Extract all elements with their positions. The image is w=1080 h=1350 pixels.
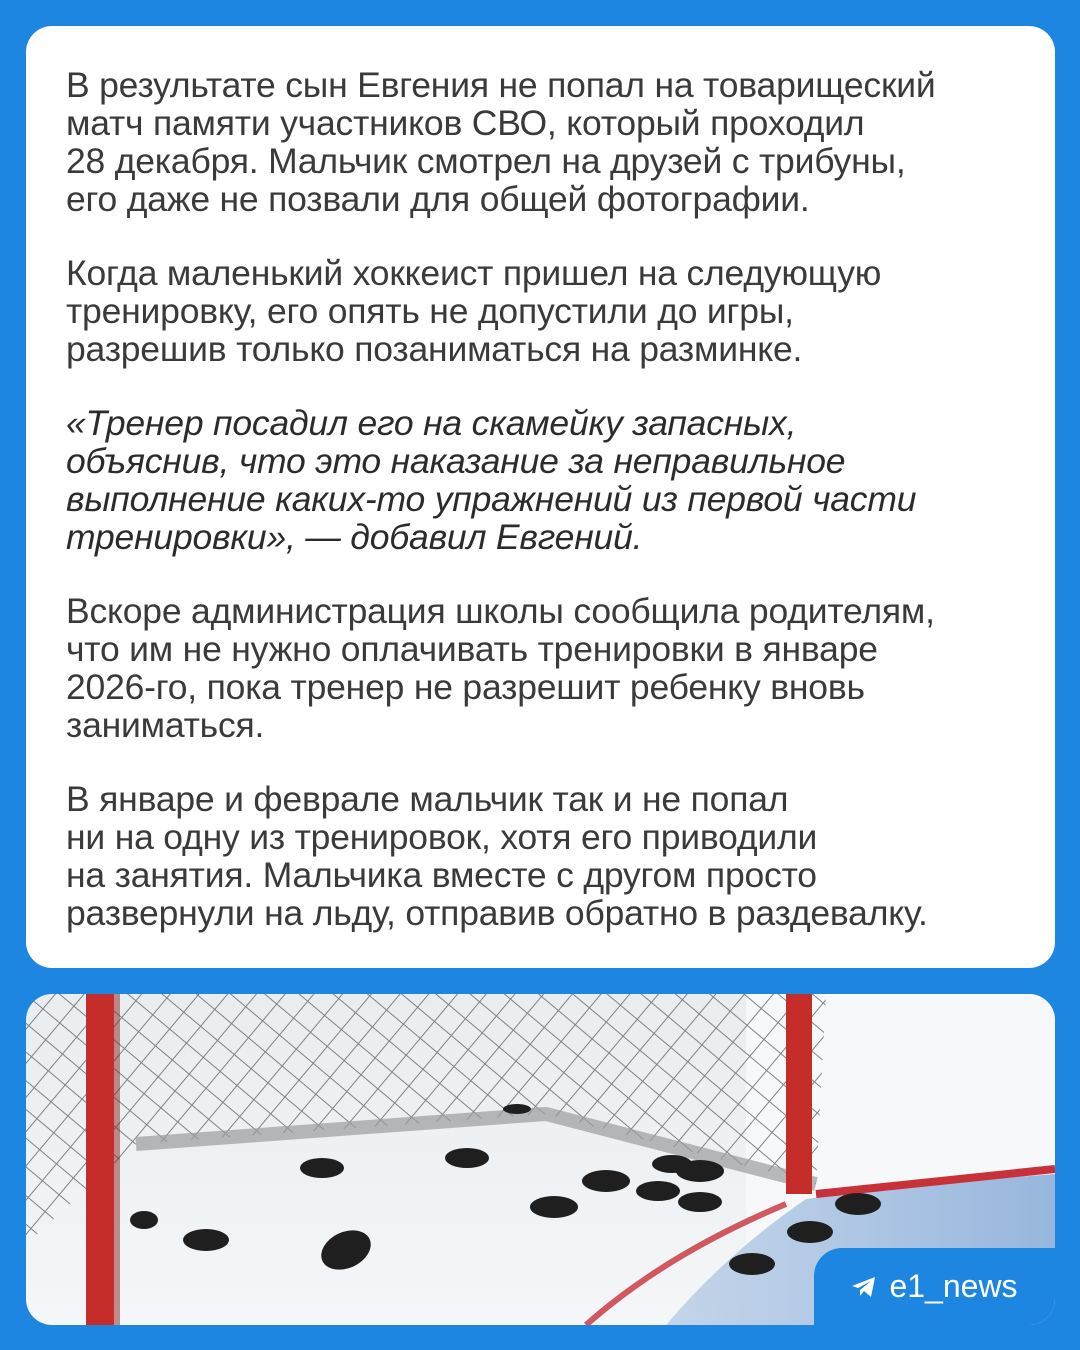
text-line: ни на одну из тренировок, хотя его приводили xyxy=(66,817,818,857)
text-line: тренировки», — добавил Евгений. xyxy=(66,517,643,557)
text-line: что им не нужно оплачивать тренировки в январе xyxy=(66,629,878,669)
text-line: выполнение каких-то упражнений из первой части xyxy=(66,479,917,519)
text-line: Когда маленький хоккеист пришел на следующую xyxy=(66,253,882,293)
text-line: Вскоре администрация школы сообщила родителям, xyxy=(66,591,935,631)
text-line: матч памяти участников СВО, который проходил xyxy=(66,103,865,143)
telegram-icon xyxy=(851,1276,877,1298)
article-card xyxy=(26,26,1055,968)
quote-paragraph xyxy=(66,404,1015,556)
text-line: его даже не позвали для общей фотографии. xyxy=(66,179,810,219)
text-line: В январе и феврале мальчик так и не попал xyxy=(66,779,789,819)
paragraph xyxy=(66,592,1015,744)
article-body xyxy=(66,66,1015,932)
paragraph xyxy=(66,780,1015,932)
text-line: тренировку, его опять не допустили до игры, xyxy=(66,291,794,331)
text-line: 2026-го, пока тренер не разрешит ребенку вновь xyxy=(66,667,865,707)
channel-badge[interactable] xyxy=(814,1248,1055,1325)
channel-name: e1_news xyxy=(889,1268,1018,1304)
text-line: заниматься. xyxy=(66,705,265,745)
text-line: объяснив, что это наказание за неправильное xyxy=(66,441,846,481)
text-line: В результате сын Евгения не попал на товарищеский xyxy=(66,65,936,105)
paragraph xyxy=(66,66,1015,218)
text-line: развернули на льду, отправив обратно в раздевалку. xyxy=(66,893,928,933)
text-line: разрешив только позаниматься на разминке. xyxy=(66,329,803,369)
paragraph xyxy=(66,254,1015,368)
text-line: на занятия. Мальчика вместе с другом просто xyxy=(66,855,817,895)
text-line: «Тренер посадил его на скамейку запасных, xyxy=(66,403,797,443)
text-line: 28 декабря. Мальчик смотрел на друзей с трибуны, xyxy=(66,141,906,181)
